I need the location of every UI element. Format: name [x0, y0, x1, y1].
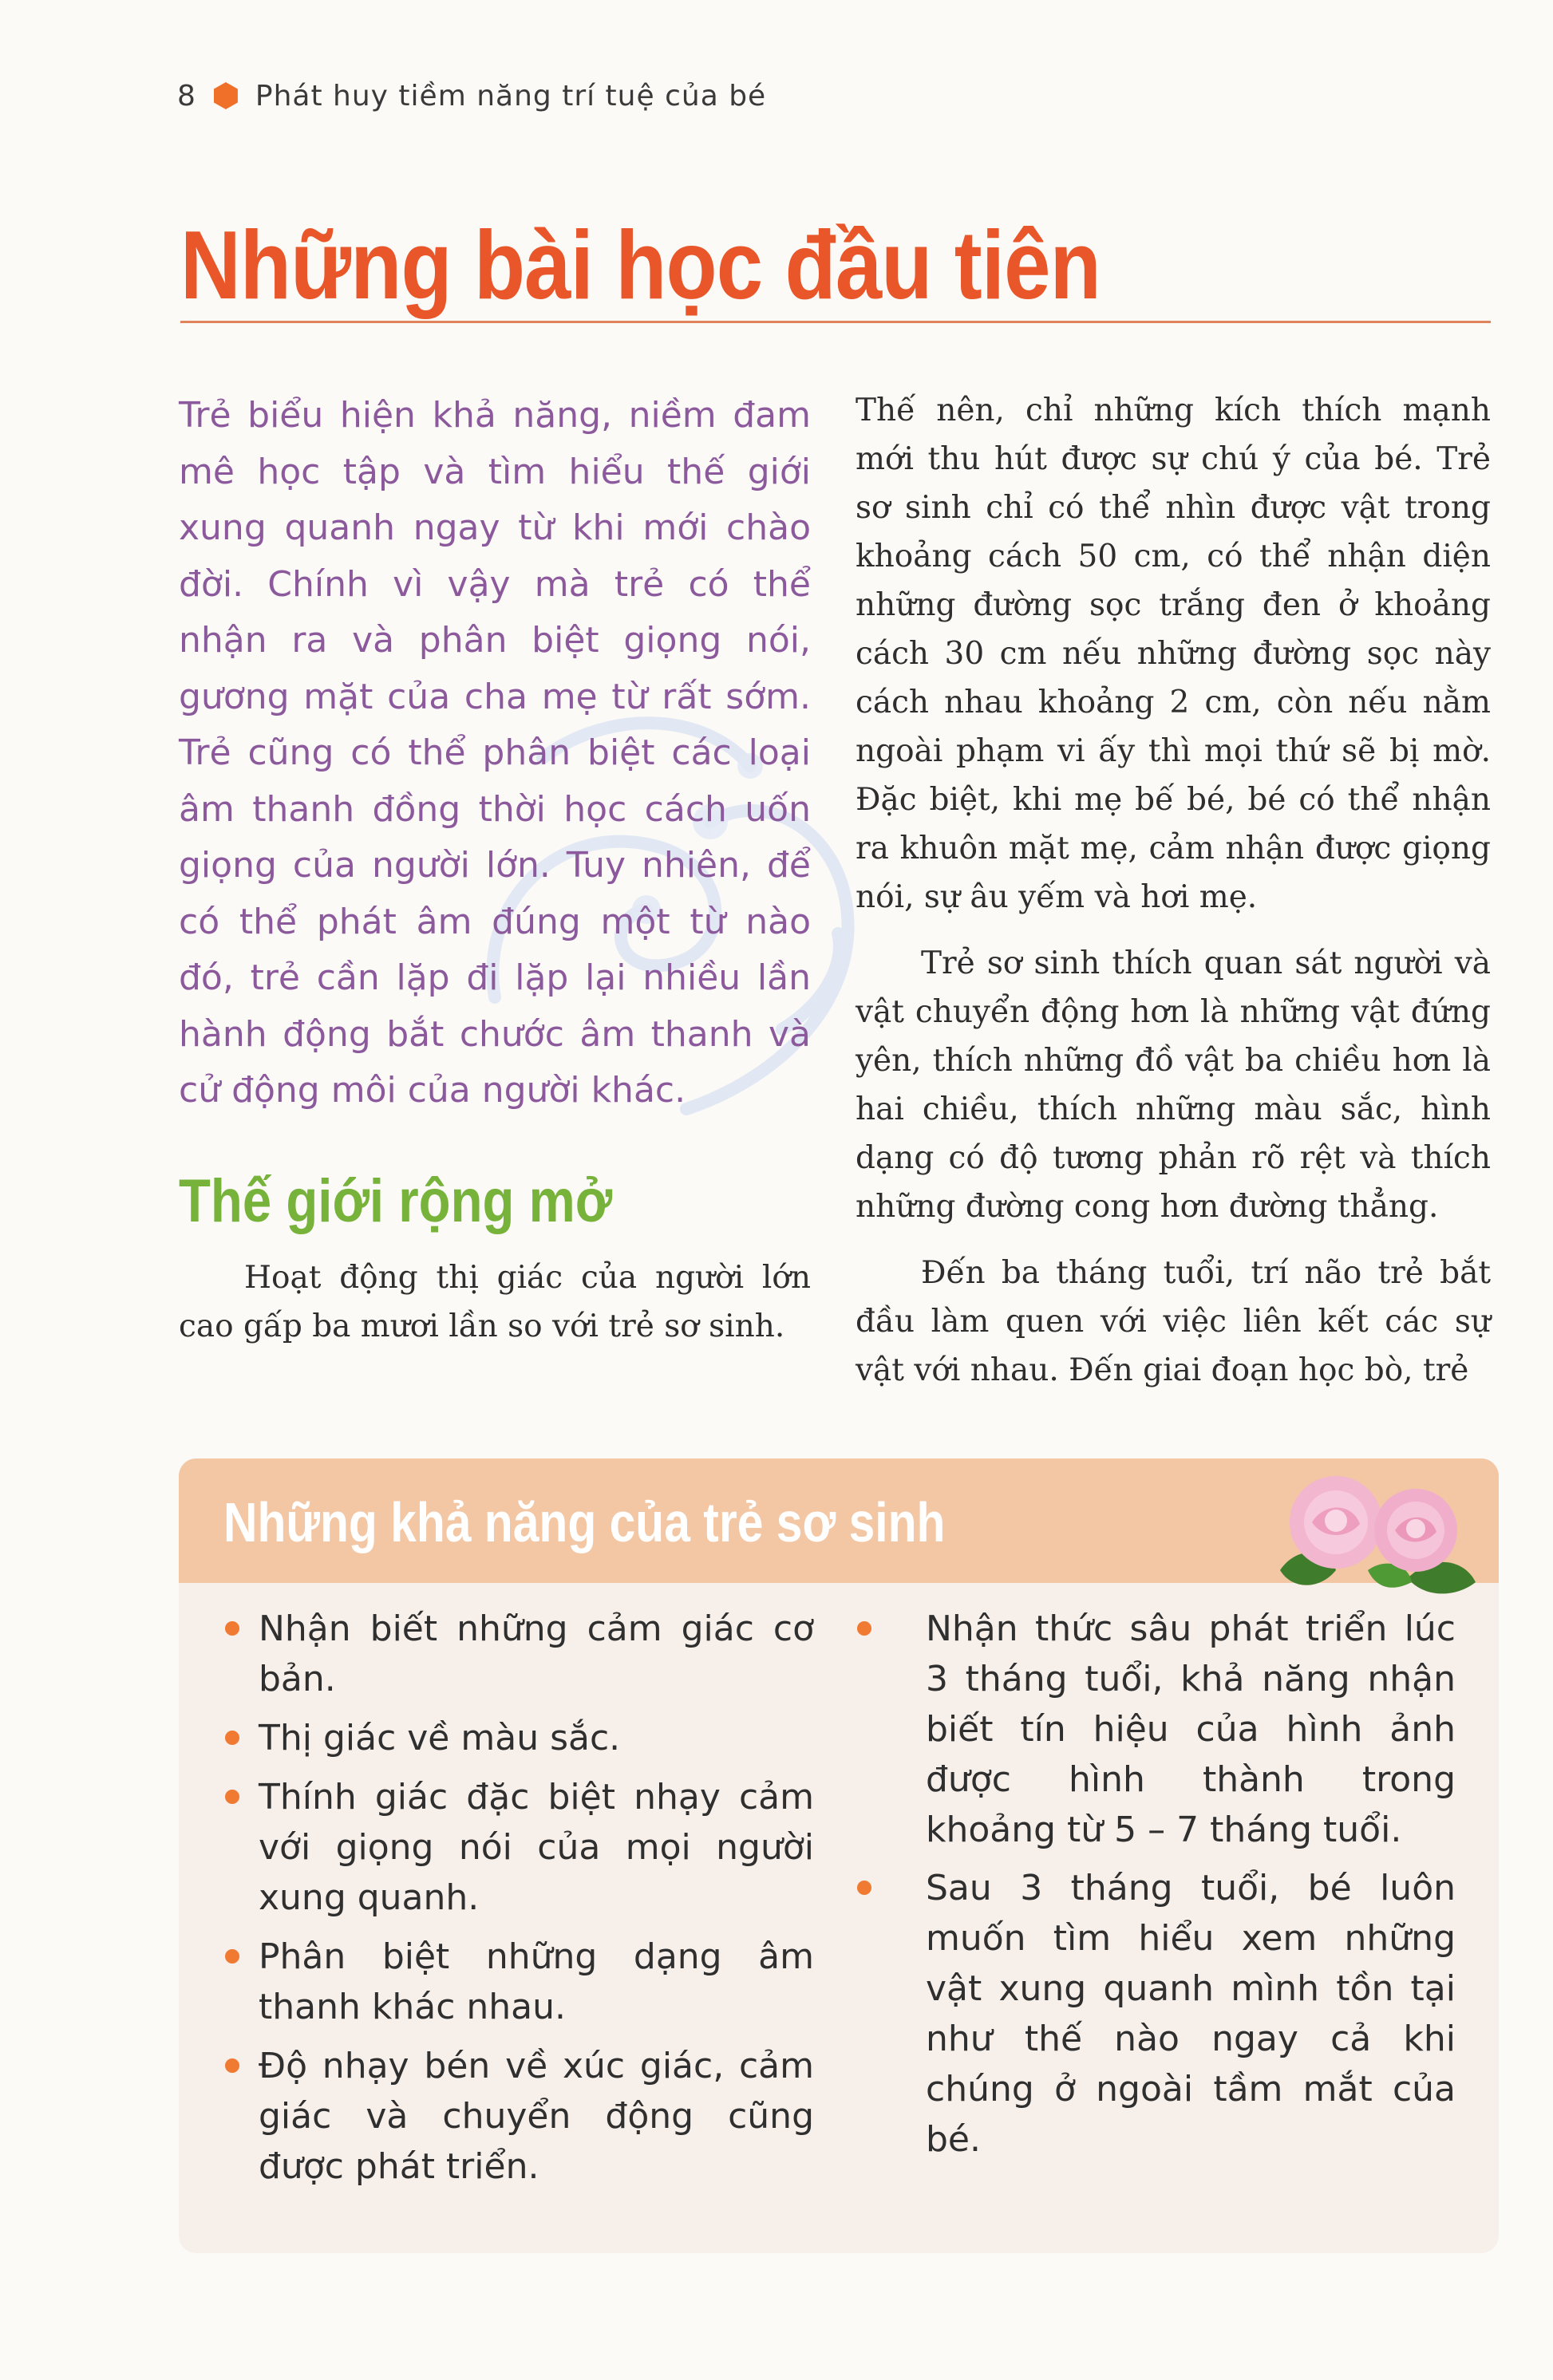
running-header	[177, 78, 766, 113]
right-column	[856, 386, 1491, 1412]
list-item	[223, 1772, 814, 1923]
list-item	[856, 1863, 1456, 2165]
bullet-dot-icon	[225, 1949, 239, 1964]
article-title: Những bài học đầu tiên	[180, 211, 1101, 319]
bullet-dot-icon	[857, 1621, 871, 1636]
list-item	[223, 1932, 814, 2032]
list-item	[223, 1713, 814, 1763]
bullet-dot-icon	[225, 1621, 239, 1636]
page-number: 8	[177, 79, 196, 112]
abilities-list-left	[223, 1604, 814, 2200]
list-item-text: Thị giác về màu sắc.	[259, 1718, 621, 1758]
sidebar-title: Những khả năng của trẻ sơ sinh	[223, 1491, 946, 1553]
bullet-dot-icon	[857, 1881, 871, 1895]
list-item-text: Nhận thức sâu phát triển lúc 3 tháng tuổi, khả năng nhận biết tín hiệu của hình ảnh được hình thành trong khoảng từ 5 – 7 tháng tuổi.	[926, 1608, 1456, 1850]
list-item	[223, 1604, 814, 1704]
list-item-text: Sau 3 tháng tuổi, bé luôn muốn tìm hiểu xem những vật xung quanh mình tồn tại như thế nào ngay cả khi chúng ở ngoài tầm mắt của bé.	[926, 1868, 1456, 2160]
sidebar-header	[179, 1458, 1499, 1583]
abilities-list-right	[856, 1604, 1456, 2173]
list-item-text: Nhận biết những cảm giác cơ bản.	[259, 1608, 814, 1699]
body-paragraph: Thế nên, chỉ những kích thích mạnh mới thu hút được sự chú ý của bé. Trẻ sơ sinh chỉ có thể nhìn được vật trong khoảng cách 50 cm, có thể nhận diện những đường sọc trắng đen ở khoảng cách 30 cm nếu những đường sọc này cách nhau khoảng 2 cm, còn nếu nằm ngoài phạm vi ấy thì mọi thứ sẽ bị mờ. Đặc biệt, khi mẹ bế bé, bé có thể nhận ra khuôn mặt mẹ, cảm nhận được giọng nói, sự âu yếm và hơi mẹ.	[856, 393, 1491, 915]
bullet-dot-icon	[225, 1731, 239, 1745]
book-title: Phát huy tiềm năng trí tuệ của bé	[255, 79, 767, 112]
list-item-text: Phân biệt những dạng âm thanh khác nhau.	[259, 1936, 814, 2027]
bullet-dot-icon	[225, 2058, 239, 2073]
intro-paragraph: Trẻ biểu hiện khả năng, niềm đam mê học tập và tìm hiểu thế giới xung quanh ngay từ khi mới chào đời. Chính vì vậy mà trẻ có thể nhận ra và phân biệt giọng nói, gương mặt của cha mẹ từ rất sớm. Trẻ cũng có thể phân biệt các loại âm thanh đồng thời học cách uốn giọng của người lớn. Tuy nhiên, để có thể phát âm đúng một từ nào đó, trẻ cần lặp đi lặp lại nhiều lần hành động bắt chước âm thanh và cử động môi của người khác.	[179, 395, 811, 1111]
body-paragraph: Đến ba tháng tuổi, trí não trẻ bắt đầu làm quen với việc liên kết các sự vật với nhau. Đến giai đoạn học bò, trẻ	[856, 1255, 1491, 1388]
left-column	[179, 388, 811, 1351]
list-item	[223, 2041, 814, 2192]
sidebar-box	[179, 1458, 1499, 2253]
rose-flowers-icon	[1248, 1458, 1499, 1602]
list-item-text: Độ nhạy bén về xúc giác, cảm giác và chuyển động cũng được phát triển.	[259, 2046, 814, 2187]
hexagon-bullet-icon	[214, 82, 238, 109]
section-title: Thế giới rộng mở	[179, 1166, 613, 1235]
body-paragraph: Trẻ sơ sinh thích quan sát người và vật chuyển động hơn là những vật đứng yên, thích những đồ vật ba chiều hơn là hai chiều, thích những màu sắc, hình dạng có độ tương phản rõ rệt và thích những đường cong hơn đường thẳng.	[856, 945, 1491, 1225]
list-item	[856, 1604, 1456, 1855]
body-paragraph: Hoạt động thị giác của người lớn cao gấp ba mươi lần so với trẻ sơ sinh.	[179, 1259, 811, 1344]
title-underline	[180, 321, 1491, 323]
list-item-text: Thính giác đặc biệt nhạy cảm với giọng nói của mọi người xung quanh.	[259, 1777, 814, 1918]
bullet-dot-icon	[225, 1790, 239, 1804]
